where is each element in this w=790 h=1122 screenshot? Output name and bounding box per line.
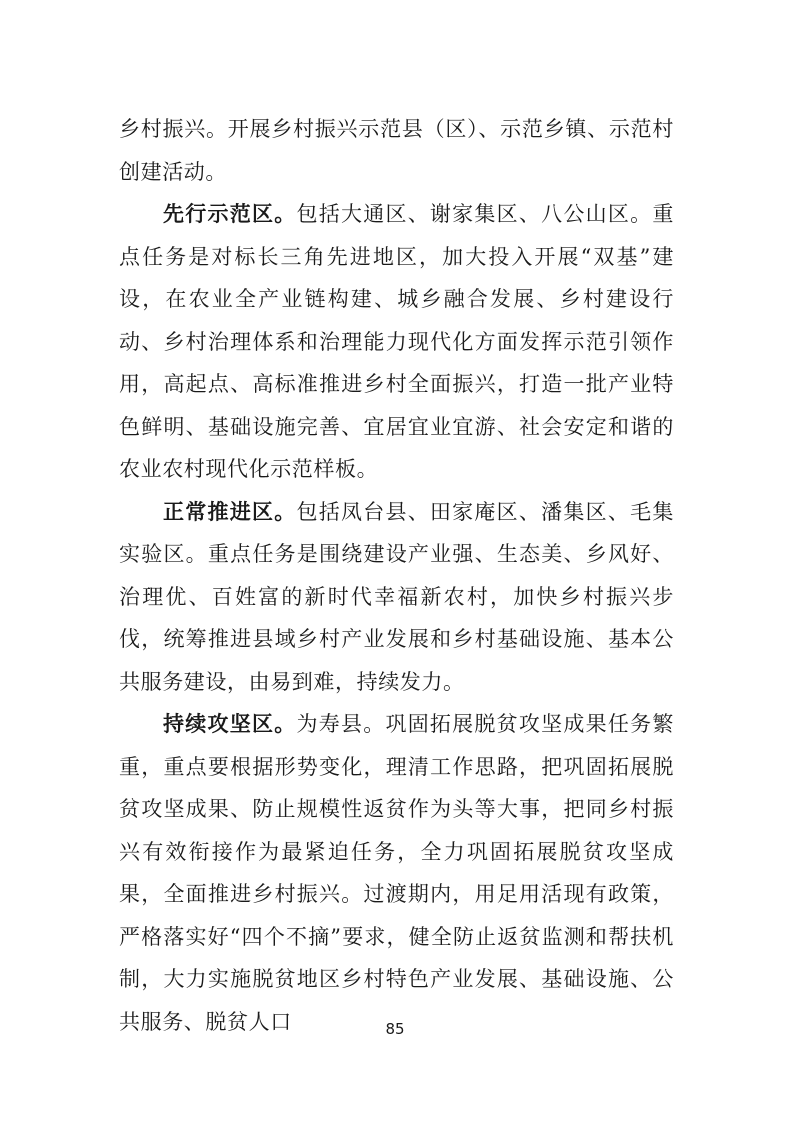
paragraph-text: 包括凤台县、田家庵区、潘集区、毛集实验区。重点任务是围绕建设产业强、生态美、乡风好、治理优、百姓富的新时代幸福新农村，加快乡村振兴步伐，统筹推进县域乡村产业发展和乡村基础设施、基本公共服务建设，由易到难，持续发力。 <box>119 499 674 694</box>
paragraph-heading: 持续攻坚区。 <box>163 712 297 736</box>
paragraph-text: 乡村振兴。开展乡村振兴示范县（区）、示范乡镇、示范村创建活动。 <box>119 117 674 184</box>
paragraph-heading: 先行示范区。 <box>163 202 297 226</box>
paragraph-text: 包括大通区、谢家集区、八公山区。重点任务是对标长三角先进地区，加大投入开展“双基”建设，在农业全产业链构建、城乡融合发展、乡村建设行动、乡村治理体系和治理能力现代化方面发挥示范引领作用，高起点、高标准推进乡村全面振兴，打造一批产业特色鲜明、基础设施完善、宜居宜业宜游、社会安定和谐的农业农村现代化示范样板。 <box>119 202 674 481</box>
paragraph-pilot-demonstration-zone <box>119 193 674 491</box>
page-number: 85 <box>385 1020 405 1038</box>
paragraph-sustained-tackling-zone <box>119 703 674 1043</box>
paragraph-normal-advancement-zone <box>119 491 674 704</box>
paragraph-text: 为寿县。巩固拓展脱贫攻坚成果任务繁重，重点要根据形势变化，理清工作思路，把巩固拓展脱贫攻坚成果、防止规模性返贫作为头等大事，把同乡村振兴有效衔接作为最紧迫任务，全力巩固拓展脱贫攻坚成果，全面推进乡村振兴。过渡期内，用足用活现有政策，严格落实好“四个不摘”要求，健全防止返贫监测和帮扶机制，大力实施脱贫地区乡村特色产业发展、基础设施、公共服务、脱贫人口 <box>119 712 674 1034</box>
body-text <box>119 108 674 1043</box>
paragraph-continuation <box>119 108 674 193</box>
paragraph-heading: 正常推进区。 <box>163 499 297 524</box>
